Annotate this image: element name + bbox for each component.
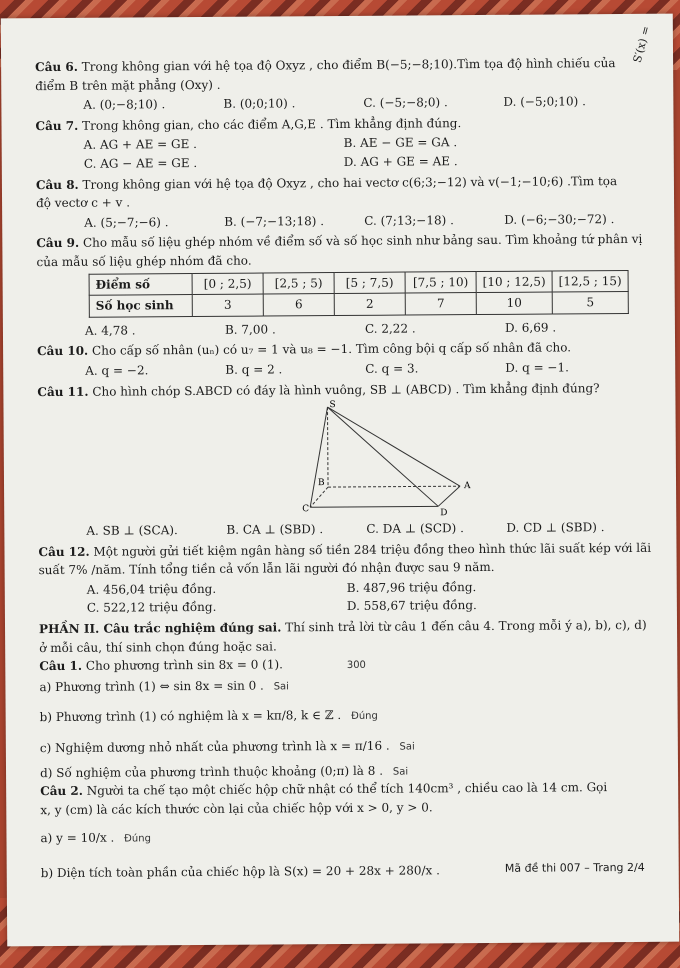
- table-cell: 6: [263, 294, 334, 316]
- part2-question-1: [39, 653, 662, 782]
- q10-label: Câu 10.: [37, 344, 89, 359]
- q10-text: Cho cấp số nhân (uₙ) có u₇ = 1 và u₈ = −1. Tìm công bội q cấp số nhân đã cho.: [91, 340, 572, 359]
- vertex-s-label: S: [329, 400, 336, 411]
- q6-text2: điểm B trên mặt phẳng (Oxy) .: [35, 77, 221, 93]
- part-2-heading: [39, 616, 661, 658]
- table-cell: [12,5 ; 15): [552, 270, 628, 292]
- q7-option-c: C. AG − AE = GE .: [83, 155, 198, 171]
- q11-option-b: B. CA ⊥ (SBD) .: [226, 522, 324, 537]
- p2q1-text: Cho phương trình sin 8x = 0 (1).: [85, 657, 284, 674]
- q12-option-b: B. 487,96 triệu đồng.: [346, 579, 477, 595]
- handwritten-answer-c1: Sai: [399, 741, 415, 753]
- p2q1-label: Câu 1.: [39, 659, 83, 674]
- q8-option-b: B. (−7;−13;18) .: [224, 213, 325, 229]
- part-2-text: Thí sinh trả lời từ câu 1 đến câu 4. Trong mỗi ý a), b), c), d): [285, 617, 647, 635]
- exam-content: [35, 54, 663, 883]
- p2q2-statement-a: a) y = 10/x .: [40, 830, 115, 846]
- q11-option-c: C. DA ⊥ (SCD) .: [366, 521, 464, 536]
- q8-option-d: D. (−6;−30;−72) .: [504, 211, 615, 227]
- p2q2-label: Câu 2.: [40, 784, 83, 799]
- q7-option-b: B. AE − GE = GA .: [343, 135, 458, 151]
- page-footer: Mã đề thi 007 – Trang 2/4: [504, 860, 645, 875]
- table-cell: 5: [552, 292, 628, 314]
- table-cell: 2: [334, 293, 405, 315]
- q7-options: [84, 132, 658, 173]
- exam-paper: [1, 14, 679, 947]
- p2q2-text2: x, y (cm) là các kích thước còn lại của chiếc hộp với x > 0, y > 0.: [40, 800, 433, 817]
- table-header-students: Số học sinh: [89, 295, 192, 317]
- q7-label: Câu 7.: [35, 118, 79, 133]
- table-cell: 10: [476, 292, 552, 314]
- q11-option-a: A. SB ⊥ (SCA).: [86, 523, 178, 538]
- q7-option-a: A. AG + AE = GE .: [83, 137, 198, 153]
- question-10: [37, 338, 659, 381]
- q6-option-a: A. (0;−8;10) .: [83, 97, 166, 112]
- q12-option-a: A. 456,04 triệu đồng.: [86, 581, 217, 597]
- p2q1-statement-d: d) Số nghiệm của phương trình thuộc khoảng (0;π) là 8 .: [39, 763, 384, 780]
- q6-label: Câu 6.: [35, 59, 78, 75]
- q10-option-c: C. q = 3.: [365, 361, 419, 376]
- question-7: [35, 113, 657, 174]
- q9-label: Câu 9.: [36, 236, 80, 251]
- q9-options: [85, 317, 659, 340]
- handwritten-note-1: 300: [346, 660, 366, 672]
- q6-options: [83, 92, 657, 115]
- part-2-text2: ở mỗi câu, thí sinh chọn đúng hoặc sai.: [39, 639, 277, 655]
- vertex-b-label: B: [317, 478, 325, 489]
- q9-text: Cho mẫu số liệu ghép nhóm về điểm số và số học sinh như bảng sau. Tìm khoảng tứ phân vị: [82, 232, 643, 251]
- question-11: [37, 378, 660, 541]
- q8-text2: độ vectơ c + v .: [36, 195, 131, 211]
- q7-option-d: D. AG + GE = AE .: [343, 154, 458, 169]
- vertex-c-label: C: [302, 504, 310, 515]
- table-cell: [10 ; 12,5): [476, 271, 552, 293]
- q6-text: Trong không gian với hệ tọa độ Oxyz , cho điểm B(−5;−8;10).Tìm tọa độ hình chiếu của: [81, 56, 616, 74]
- q8-option-c: C. (7;13;−18) .: [364, 212, 454, 228]
- q9-table: [89, 270, 629, 318]
- q9-option-c: C. 2,22 .: [364, 321, 416, 336]
- pyramid-figure: [299, 398, 500, 519]
- q7-text: Trong không gian, cho các điểm A,G,E . Tìm khẳng định đúng.: [82, 115, 462, 133]
- q10-options: [85, 358, 659, 381]
- p2q1-statement-a: a) Phương trình (1) ⇔ sin 8x = sin 0 .: [39, 678, 264, 694]
- q9-option-d: D. 6,69 .: [504, 320, 557, 335]
- q12-options: [87, 577, 661, 618]
- handwritten-answer-a2: Đúng: [124, 833, 151, 845]
- q6-option-b: B. (0;0;10) .: [223, 96, 296, 111]
- q9-text2: của mẫu số liệu ghép nhóm đã cho.: [36, 253, 252, 270]
- q9-option-b: B. 7,00 .: [224, 322, 276, 337]
- part-2-title: PHẦN II. Câu trắc nghiệm đúng sai.: [38, 620, 282, 637]
- q8-label: Câu 8.: [35, 177, 79, 192]
- vertex-a-label: A: [464, 481, 471, 492]
- question-9: [36, 230, 659, 340]
- q12-text2: suất 7% /năm. Tính tổng tiền cả vốn lẫn lãi người đó nhận được sau 9 năm.: [38, 560, 495, 578]
- handwritten-answer-d1: Sai: [392, 766, 409, 778]
- p2q1-statement-c: c) Nghiệm dương nhỏ nhất của phương trình là x = π/16 .: [39, 738, 390, 756]
- q10-option-a: A. q = −2.: [85, 363, 149, 378]
- corner-note-text: S′(x) =: [631, 24, 654, 65]
- question-12: [38, 538, 661, 618]
- table-cell: 7: [405, 293, 476, 315]
- q8-option-a: A. (5;−7;−6) .: [84, 214, 169, 230]
- q10-option-b: B. q = 2 .: [225, 362, 283, 377]
- p2q2-text: Người ta chế tạo một chiếc hộp chữ nhật có thể tích 140cm³ , chiều cao là 14 cm. Gọi: [86, 780, 608, 798]
- table-header-score: Điểm số: [89, 273, 192, 295]
- p2q1-statement-b: b) Phương trình (1) có nghiệm là x = kπ/8, k ∈ ℤ .: [39, 708, 342, 725]
- q6-option-c: C. (−5;−8;0) .: [363, 95, 448, 111]
- table-cell: [7,5 ; 10): [405, 271, 476, 293]
- table-cell: [0 ; 2,5): [192, 273, 263, 295]
- q12-option-d: D. 558,67 triệu đồng.: [346, 598, 477, 614]
- q11-text: Cho hình chóp S.ABCD có đáy là hình vuông, SB ⊥ (ABCD) . Tìm khẳng định đúng?: [92, 380, 600, 399]
- handwritten-answer-a1: Sai: [273, 681, 289, 693]
- vertex-d-label: D: [440, 508, 448, 519]
- q9-option-a: A. 4,78 .: [84, 323, 136, 338]
- question-6: [35, 54, 657, 115]
- q12-label: Câu 12.: [38, 544, 90, 559]
- table-cell: 3: [192, 294, 263, 316]
- table-cell: [5 ; 7,5): [334, 272, 405, 294]
- q6-option-d: D. (−5;0;10) .: [503, 94, 586, 110]
- q12-option-c: C. 522,12 triệu đồng.: [86, 600, 217, 616]
- question-8: [36, 171, 658, 232]
- table-row: [89, 292, 628, 317]
- q12-text: Một người gửi tiết kiệm ngân hàng số tiền 284 triệu đồng theo hình thức lãi suất kép với lãi: [93, 540, 652, 559]
- q8-options: [84, 210, 658, 233]
- p2q2-statement-b: b) Diện tích toàn phần của chiếc hộp là S(x) = 20 + 28x + 280/x .: [40, 863, 440, 881]
- q10-option-d: D. q = −1.: [505, 360, 569, 375]
- q11-option-d: D. CD ⊥ (SBD) .: [506, 520, 605, 535]
- q11-label: Câu 11.: [37, 384, 89, 399]
- q11-options: [86, 518, 660, 541]
- pyramid-diagram: [299, 398, 500, 519]
- q8-text: Trong không gian với hệ tọa độ Oxyz , cho hai vectơ c(6;3;−12) và v(−1;−10;6) .Tìm tọa: [82, 173, 618, 192]
- handwritten-answer-b1: Đúng: [351, 711, 378, 723]
- table-cell: [2,5 ; 5): [263, 272, 334, 294]
